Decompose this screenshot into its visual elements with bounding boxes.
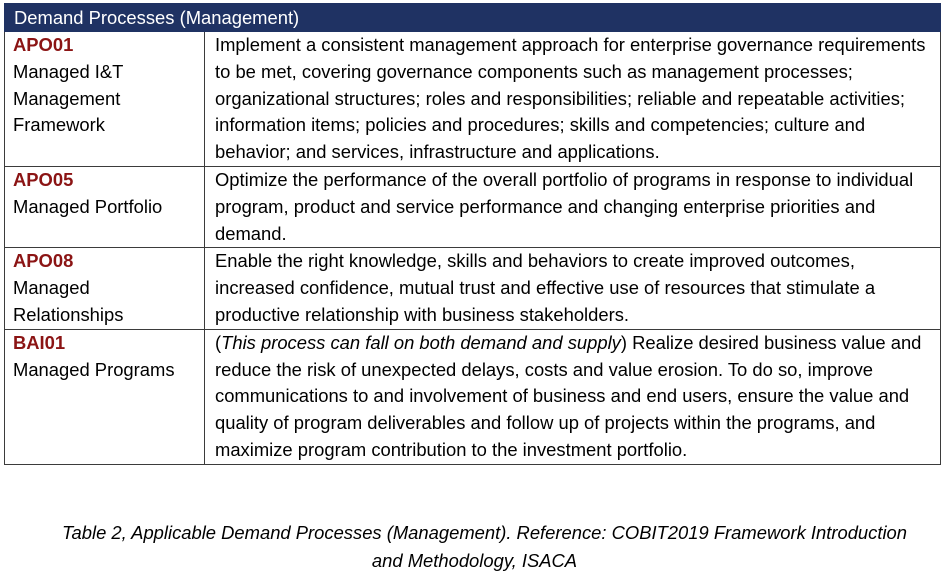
process-code: BAI01 <box>13 331 66 353</box>
process-name: Managed I&T Management Framework <box>13 60 124 136</box>
table-row <box>5 32 941 167</box>
process-name: Managed Relationships <box>13 277 124 325</box>
process-cell <box>5 248 205 329</box>
caption-line-2: and Methodology, ISACA <box>371 550 578 571</box>
table-row <box>5 329 941 464</box>
process-name: Managed Portfolio <box>13 195 163 217</box>
caption-line-1: Table 2, Applicable Demand Processes (Management). Reference: COBIT2019 Framework Introduction <box>61 522 908 543</box>
process-cell <box>5 166 205 247</box>
table-row <box>5 248 941 329</box>
process-code: APO01 <box>13 34 74 55</box>
table-header-row <box>5 4 941 32</box>
process-description <box>205 32 941 167</box>
table-title: Demand Processes (Management) <box>5 4 941 32</box>
process-description: (This process can fall on both demand and supply) Realize desired business value and reduce the risk of unexpected delays, costs and value erosion. To do so, improve communications to and involvement of business and end users, ensure the value and quality of program deliverables and follow up of projects within the programs, and maximize program contribution to the investment portfolio. <box>205 329 941 464</box>
process-code: APO08 <box>13 250 74 272</box>
description-text: Realize desired business value and reduce the risk of unexpected delays, costs and value erosion. To do so, improve communications to and involvement of business and end users, ensure the value and quality of program deliverables and follow up of projects within the programs, and maximize program contribution to the investment portfolio. <box>215 331 922 460</box>
process-cell <box>5 329 205 464</box>
table-caption <box>0 519 949 575</box>
process-code: APO05 <box>13 168 74 190</box>
process-description <box>205 166 941 247</box>
process-cell <box>5 32 205 167</box>
description-text: Implement a consistent management approach for enterprise governance requirements to be met, covering governance components such as management processes; organizational structures; roles and responsibilities; reliable and repeatable activities; information items; policies and procedures; skills and competencies; culture and behavior; and services, infrastructure and applications. <box>215 34 926 163</box>
demand-processes-table <box>4 3 941 465</box>
process-description <box>205 248 941 329</box>
description-text: Optimize the performance of the overall portfolio of programs in response to individual program, product and service performance and changing enterprise priorities and demand. <box>215 168 914 244</box>
description-italic-note: This process can fall on both demand and supply <box>221 331 621 353</box>
table-row <box>5 166 941 247</box>
process-name: Managed Programs <box>13 358 175 380</box>
description-text: Enable the right knowledge, skills and behaviors to create improved outcomes, increased confidence, mutual trust and effective use of resources that stimulate a productive relationship with business stakeholders. <box>215 250 876 325</box>
